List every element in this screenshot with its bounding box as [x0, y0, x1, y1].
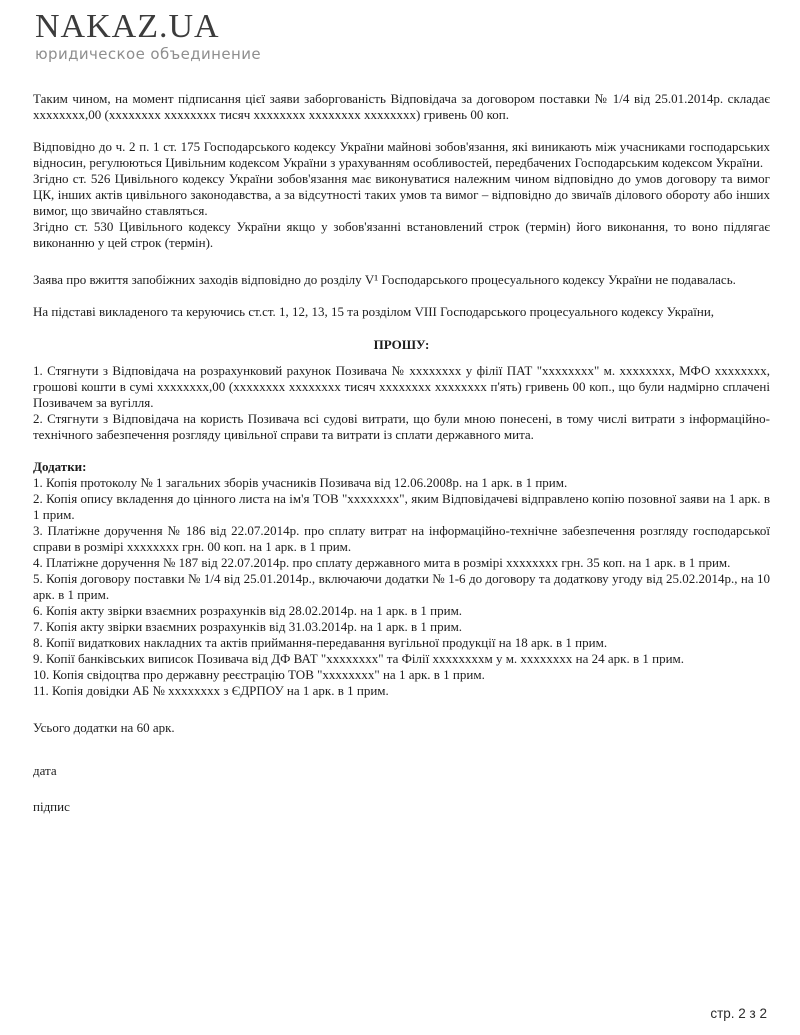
attachment-item: 1. Копія протоколу № 1 загальних зборів учасників Позивача від 12.06.2008р. на 1 арк. в 1 прим. — [33, 475, 568, 490]
attachment-item: 11. Копія довідки АБ № хххххххх з ЄДРПОУ на 1 арк. в 1 прим. — [33, 683, 389, 698]
attachment-item: 8. Копії видаткових накладних та актів приймання-передавання вугільної продукції на 18 арк. в 1 прим. — [33, 635, 608, 650]
paragraph-debt-summary: Таким чином, на момент підписання цієї заяви заборгованість Відповідача за договором поставки № 1/4 від 25.01.2014р. складає хххххххх,00 (хххххххх хххххххх тисяч хххххххх хххххххх хххххххх) гривень 00 коп. — [33, 91, 770, 122]
logo-subtitle: юридическое объединение — [35, 45, 261, 63]
paragraph-injunction: Заява про вжиття запобіжних заходів відповідно до розділу V¹ Господарського процесуального кодексу України не подавалась. — [33, 272, 736, 287]
attachments-total: Усього додатки на 60 арк. — [33, 720, 175, 735]
request-item: 1. Стягнути з Відповідача на розрахунковий рахунок Позивача № хххххххх у філії ПАТ "хххххххх" м. хххххххх, МФО хххххххх, грошові кошти в сумі хххххххх,00 (хххххххх хххххххх тисяч хххххххх хххххххх п'ять) гривень 00 коп., що були надмірно сплачені Позивачем за вугілля. — [33, 363, 770, 410]
request-heading: ПРОШУ: — [373, 337, 430, 352]
attachments-list — [33, 475, 770, 699]
signature-label: підпис — [33, 799, 70, 814]
paragraph-legal-basis: На підставі викладеного та керуючись ст.ст. 1, 12, 13, 15 та розділом VIII Господарського процесуального кодексу України, — [33, 304, 715, 319]
attachments-heading: Додатки: — [33, 459, 87, 474]
law-citations — [33, 139, 770, 251]
page-indicator: стр. 2 з 2 — [710, 1006, 767, 1021]
attachment-item: 7. Копія акту звірки взаємних розрахунків від 31.03.2014р. на 1 арк. в 1 прим. — [33, 619, 463, 634]
request-items — [33, 363, 770, 443]
attachment-item: 10. Копія свідоцтва про державну реєстрацію ТОВ "хххххххх" на 1 арк. в 1 прим. — [33, 667, 485, 682]
law-citation: Згідно ст. 526 Цивільного кодексу України зобов'язання має виконуватися належним чином відповідно до умов договору та вимог ЦК, інших актів цивільного законодавства, а за відсутності таких умов та вимог – відповідно до звичаїв ділового обороту або інших вимог, що звичайно ставляться. — [33, 171, 770, 218]
page-footer — [710, 1006, 767, 1022]
attachment-item: 9. Копії банківських виписок Позивача від ДФ ВАТ "хххххххх" та Філії ххххххххм у м. хххххххх на 24 арк. в 1 прим. — [33, 651, 685, 666]
attachment-item: 4. Платіжне доручення № 187 від 22.07.2014р. про сплату державного мита в розмірі хххххххх грн. 35 коп. на 1 арк. в 1 прим. — [33, 555, 731, 570]
attachment-item: 5. Копія договору поставки № 1/4 від 25.01.2014р., включаючи додатки № 1-6 до договору та додаткову угоду від 25.02.2014р., на 10 арк. в 1 прим. — [33, 571, 770, 602]
attachment-item: 6. Копія акту звірки взаємних розрахунків від 28.02.2014р. на 1 арк. в 1 прим. — [33, 603, 463, 618]
document-body — [33, 91, 770, 815]
attachment-item: 3. Платіжне доручення № 186 від 22.07.2014р. про сплату витрат на інформаційно-технічне забезпечення розгляду господарської справи в розмірі хххххххх грн. 00 коп. на 1 арк. в 1 прим. — [33, 523, 770, 554]
attachment-item: 2. Копія опису вкладення до цінного листа на ім'я ТОВ "хххххххх", яким Відповідачеві відправлено копію позовної заяви на 1 арк. в 1 прим. — [33, 491, 770, 522]
request-item: 2. Стягнути з Відповідача на користь Позивача всі судові витрати, що були мною понесені, в тому числі витрати з інформаційно-технічного забезпечення розгляду цивільної справи та витрати із сплати державного мита. — [33, 411, 770, 442]
logo — [35, 8, 770, 63]
logo-wordmark: NAKAZ.UA — [35, 8, 220, 45]
law-citation: Згідно ст. 530 Цивільного кодексу України якщо у зобов'язанні встановлений строк (термін) його виконання, то воно підлягає виконанню у цей строк (термін). — [33, 219, 770, 250]
law-citation: Відповідно до ч. 2 п. 1 ст. 175 Господарського кодексу України майнові зобов'язання, які виникають між учасниками господарських відносин, регулюються Цивільним кодексом України з урахуванням особливостей, передбачених Господарським кодексом України. — [33, 139, 770, 170]
date-label: дата — [33, 763, 57, 778]
